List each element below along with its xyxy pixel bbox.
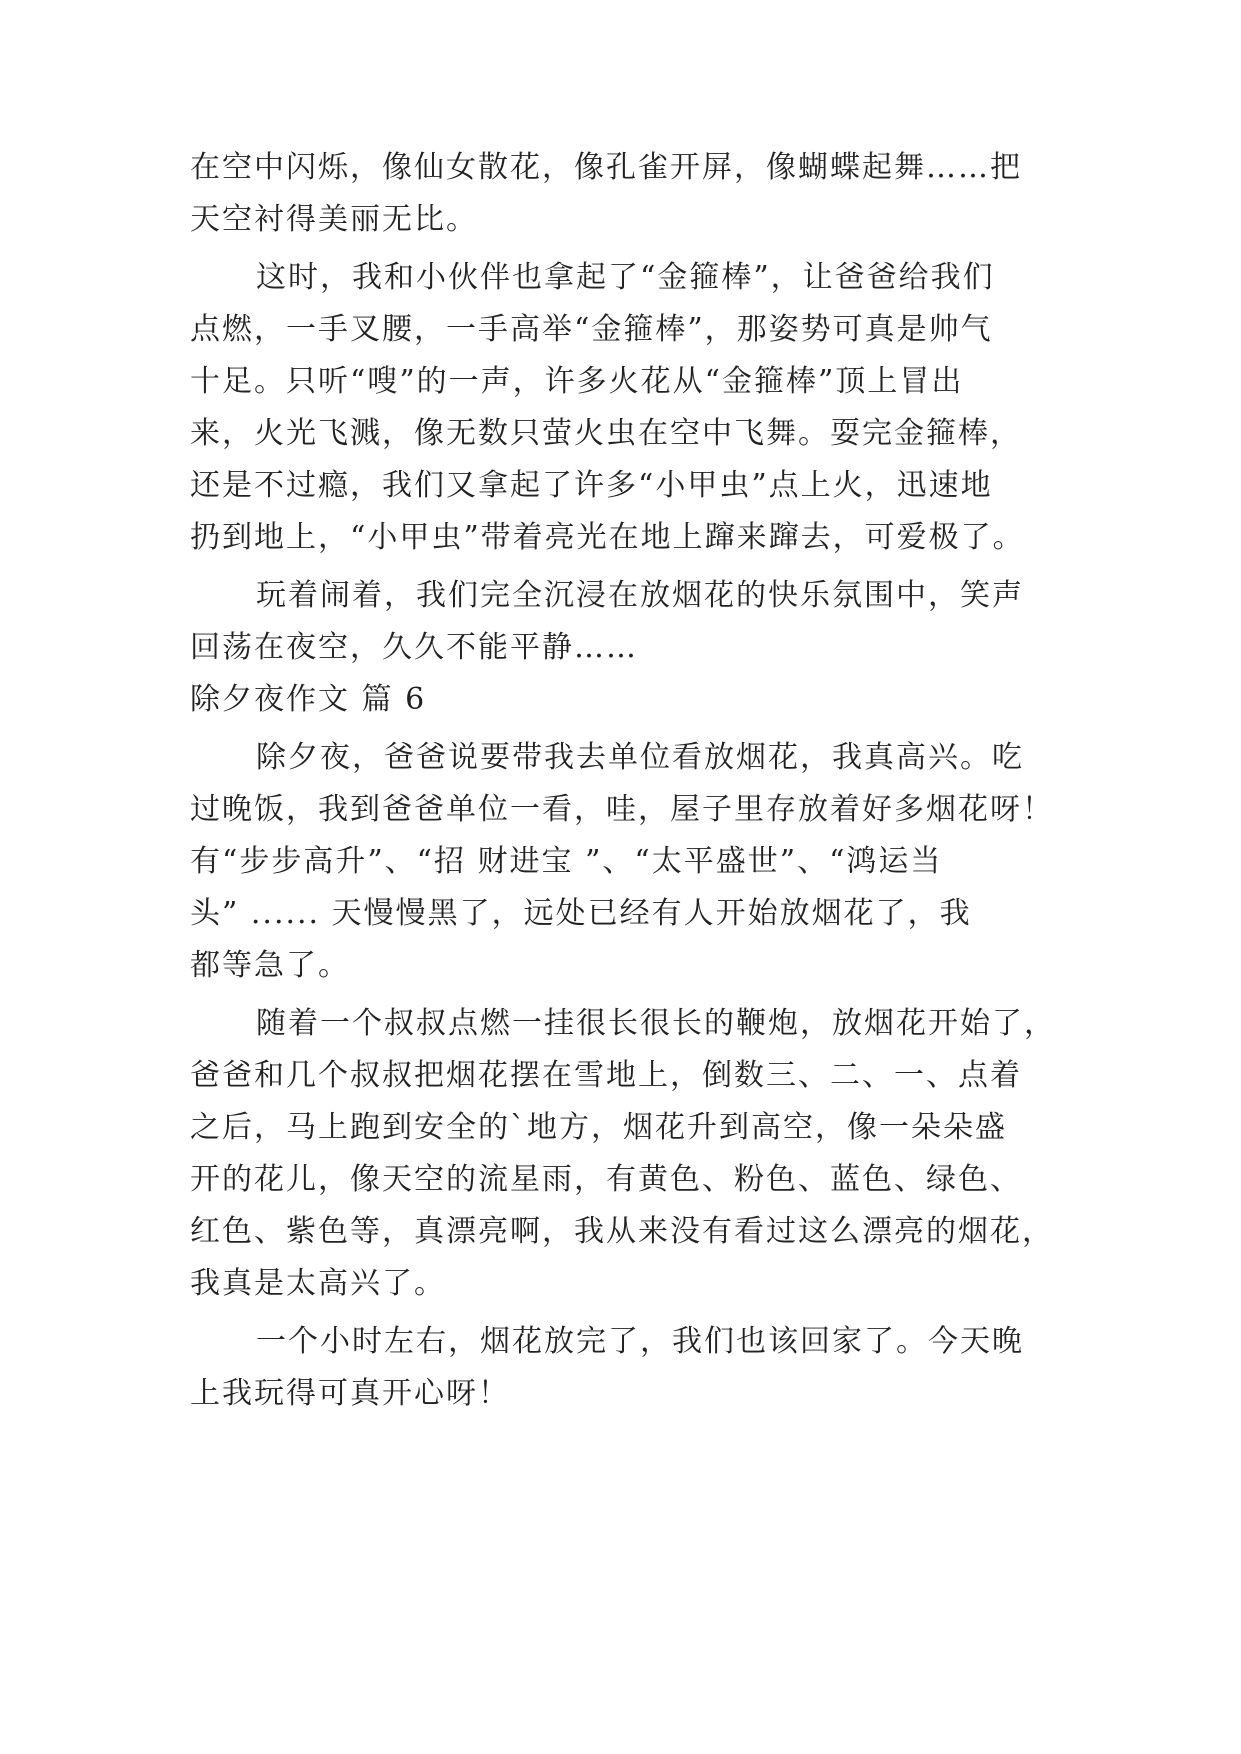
section-heading: 除夕夜作文 篇 6 (190, 682, 427, 717)
text-line: 回荡在夜空，久久不能平静…… (190, 630, 638, 665)
text-line: 还是不过瘾，我们又拿起了许多“小甲虫”点上火，迅速地 (190, 468, 993, 503)
text-line: 过晚饭，我到爸爸单位一看，哇，屋子里存放着好多烟花呀！ (190, 792, 1054, 827)
text-line: 十足。只听“嗖”的一声，许多火花从“金箍棒”顶上冒出 (190, 364, 964, 399)
text-line: 扔到地上，“小甲虫”带着亮光在地上蹿来蹿去，可爱极了。 (190, 520, 1025, 555)
text-line: 天空衬得美丽无比。 (190, 202, 478, 237)
text-line: 在空中闪烁，像仙女散花，像孔雀开屏，像蝴蝶起舞……把 (190, 150, 1022, 185)
text-line: 红色、紫色等，真漂亮啊，我从来没有看过这么漂亮的烟花， (190, 1214, 1054, 1249)
paragraph-first-line: 除夕夜，爸爸说要带我去单位看放烟花，我真高兴。吃 (256, 740, 1024, 775)
text-line: 爸爸和几个叔叔把烟花摆在雪地上，倒数三、二、一、点着 (190, 1058, 1022, 1093)
text-line: 我真是太高兴了。 (190, 1266, 446, 1301)
text-line: 来，火光飞溅，像无数只萤火虫在空中飞舞。耍完金箍棒， (190, 416, 1022, 451)
paragraph-first-line: 玩着闹着，我们完全沉浸在放烟花的快乐氛围中，笑声 (256, 578, 1024, 613)
text-line: 有“步步高升”、“招 财进宝 ”、“太平盛世”、“鸿运当 (190, 844, 943, 879)
text-line: 都等急了。 (190, 948, 350, 983)
text-line: 点燃，一手叉腰，一手高举“金箍棒”，那姿势可真是帅气 (190, 312, 993, 347)
text-line: 之后，马上跑到安全的`地方，烟花升到高空，像一朵朵盛 (190, 1110, 1007, 1145)
text-line: 头” ...... 天慢慢黑了，远处已经有人开始放烟花了，我 (190, 896, 972, 931)
text-line: 上我玩得可真开心呀！ (190, 1376, 510, 1411)
paragraph-first-line: 一个小时左右，烟花放完了，我们也该回家了。今天晚 (256, 1324, 1024, 1359)
paragraph-first-line: 这时，我和小伙伴也拿起了“金箍棒”，让爸爸给我们 (256, 260, 995, 295)
paragraph-first-line: 随着一个叔叔点燃一挂很长很长的鞭炮，放烟花开始了， (256, 1006, 1056, 1041)
text-line: 开的花儿，像天空的流星雨，有黄色、粉色、蓝色、绿色、 (190, 1162, 1022, 1197)
